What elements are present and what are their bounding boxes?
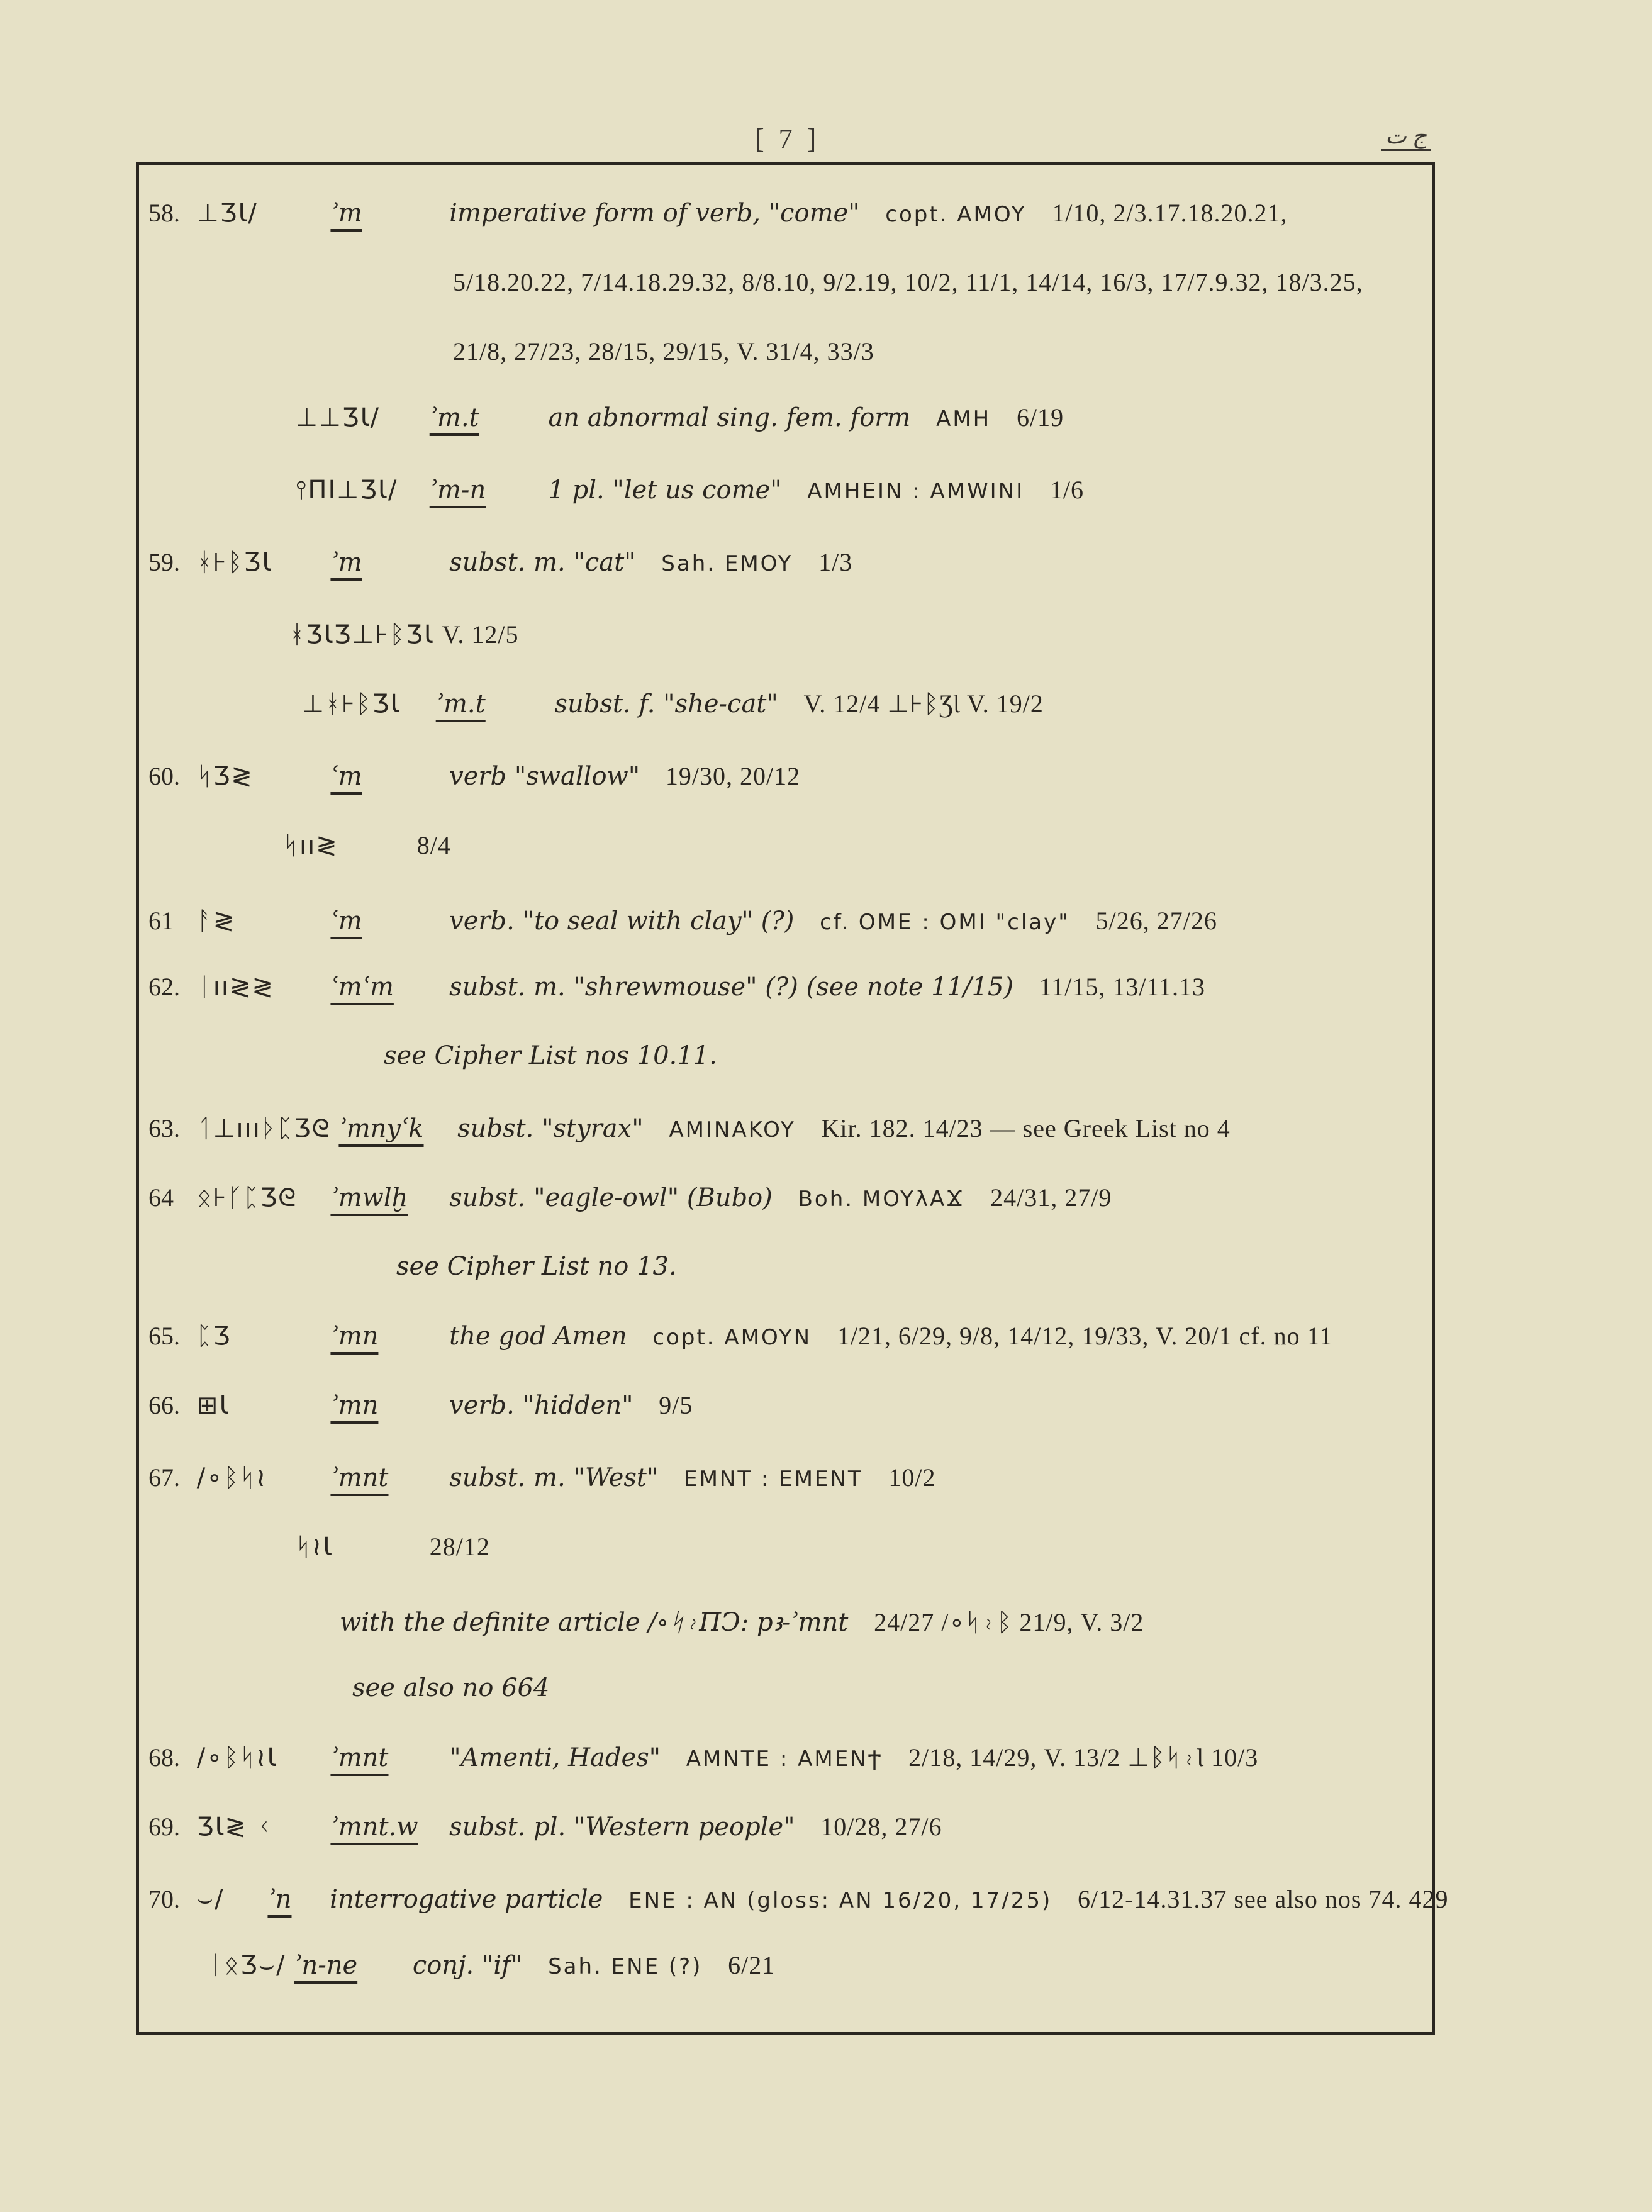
demotic-sign: ⊥ᚼ⊦ᛒƷƖ <box>302 690 401 718</box>
references: 1/6 <box>1049 476 1085 504</box>
description: imperative form of verb, "come" <box>449 199 860 228</box>
entry-line <box>148 1114 1231 1143</box>
description: subst. m. "West" <box>449 1463 659 1492</box>
entry-line <box>296 475 1084 505</box>
demotic-sign: ⌣/ <box>196 1885 225 1914</box>
description: with the definite article /∘ᛋ≀ΠϽ: pꜣ-ʾmnt <box>340 1608 849 1637</box>
coptic-equivalent: copt. AMOY <box>885 202 1027 227</box>
demotic-sign: ᚼƷƖƷ⊥⊦ᛒƷƖ <box>289 620 434 649</box>
entry-number: 66. <box>148 1391 180 1419</box>
demotic-sign: ᚨ≷ <box>196 907 236 936</box>
corner-mark: ج ت <box>1381 123 1431 151</box>
references: 8/4 <box>416 831 451 859</box>
description: subst. "styrax" <box>457 1114 644 1143</box>
references: 1/21, 6/29, 9/8, 14/12, 19/33, V. 20/1 cf. no 11 <box>837 1322 1333 1350</box>
transliteration: ʾmn <box>330 1391 379 1420</box>
demotic-sign: ᚼ⊦ᛒƷƖ <box>196 548 272 577</box>
demotic-sign: ᛋ≀Ɩ <box>296 1533 333 1561</box>
entry-line <box>396 1252 695 1281</box>
coptic-equivalent: AMHEIN : AMWINI <box>807 479 1025 504</box>
references: 9/5 <box>659 1391 693 1419</box>
references: 21/8, 27/23, 28/15, 29/15, V. 31/4, 33/3 <box>453 337 874 366</box>
description: conj. "if" <box>412 1951 523 1980</box>
transliteration: ʿm <box>330 907 362 936</box>
description: subst. "eagle-owl" (Bubo) <box>449 1183 773 1212</box>
entry-line <box>352 1673 567 1702</box>
references: V. 12/5 <box>442 620 519 649</box>
entry-line <box>148 1743 1258 1772</box>
transliteration: ʾn <box>267 1885 292 1914</box>
entry-number: 64 <box>148 1183 174 1212</box>
demotic-sign: ᛁᛟƷ⌣/ <box>208 1951 286 1980</box>
demotic-sign: ƷƖ≷ ᚲ <box>196 1813 273 1841</box>
description: subst. m. "shrewmouse" (?) (see note 11/15) <box>449 973 1013 1002</box>
entry-number: 62. <box>148 973 180 1001</box>
demotic-sign: ⊥⊥ƷƖ/ <box>296 403 380 432</box>
entry-line <box>148 761 800 791</box>
entry-line <box>148 547 852 577</box>
references: 24/31, 27/9 <box>990 1183 1112 1212</box>
transliteration: ʿmʿm <box>330 973 394 1002</box>
references: 28/12 <box>429 1533 490 1561</box>
description: see Cipher List no 13. <box>396 1252 677 1281</box>
entry-line <box>296 403 1064 432</box>
description: subst. pl. "Western people" <box>449 1813 795 1841</box>
entry-line <box>148 1884 1448 1914</box>
entry-number: 58. <box>148 199 180 227</box>
transliteration: ʾmnt <box>330 1743 389 1772</box>
demotic-sign: /∘ᛒᛋ≀ <box>196 1463 267 1492</box>
entry-number: 68. <box>148 1743 180 1772</box>
transliteration: ʾmnt.w <box>330 1813 418 1841</box>
entry-line <box>148 1183 1112 1212</box>
references: 1/3 <box>818 548 853 576</box>
entry-line <box>283 830 451 860</box>
demotic-sign: ᛐ⊥ıııᚦᛈƷᘓ <box>196 1114 331 1143</box>
references: 6/21 <box>728 1951 776 1979</box>
entry-line <box>453 337 874 366</box>
demotic-sign: ᛟ⊦ᚴᛈƷᘓ <box>196 1183 298 1212</box>
demotic-sign: ᛋıı≷ <box>283 831 338 860</box>
entry-line <box>208 1950 775 1980</box>
description: verb. "to seal with clay" (?) <box>449 907 795 936</box>
demotic-sign: ᛈƷ <box>196 1322 232 1351</box>
coptic-equivalent: Sah. EMOY <box>661 551 793 576</box>
transliteration: ʾmnt <box>330 1463 389 1492</box>
description: see also no 664 <box>352 1673 550 1702</box>
description: the god Amen <box>449 1322 627 1351</box>
entry-number: 65. <box>148 1322 180 1350</box>
demotic-sign: ᛋƷ≷ <box>196 762 254 791</box>
references: 5/26, 27/26 <box>1095 907 1217 935</box>
entry-line <box>148 1463 936 1492</box>
description: "Amenti, Hades" <box>449 1743 661 1772</box>
transliteration: ʾmnyʿk <box>338 1114 424 1143</box>
coptic-equivalent: EMNT : EMENT <box>684 1466 863 1492</box>
transliteration: ʾm.t <box>435 690 486 718</box>
transliteration: ʾm-n <box>429 476 486 505</box>
entry-number: 61 <box>148 907 174 935</box>
coptic-equivalent: cf. OME : OMI "clay" <box>820 910 1070 935</box>
entry-line <box>302 689 1044 718</box>
references: Kir. 182. 14/23 — see Greek List no 4 <box>821 1114 1231 1142</box>
entry-number: 60. <box>148 762 180 790</box>
transliteration: ʾmn <box>330 1322 379 1351</box>
coptic-equivalent: ENE : AN (gloss: AN 16/20, 17/25) <box>628 1888 1052 1913</box>
references: V. 12/4 ⊥⊦ᛒƷƖ V. 19/2 <box>803 690 1044 718</box>
references: 6/12-14.31.37 see also nos 74. 429 <box>1077 1885 1449 1913</box>
entry-line <box>148 1321 1332 1351</box>
description: verb "swallow" <box>449 762 640 791</box>
transliteration: ʾm <box>330 548 362 577</box>
entry-line <box>148 906 1217 936</box>
description: verb. "hidden" <box>449 1391 633 1420</box>
references: 11/15, 13/11.13 <box>1039 973 1205 1001</box>
transliteration: ʾn-ne <box>294 1951 358 1980</box>
coptic-equivalent: AMINAKOY <box>669 1117 796 1142</box>
transliteration: ʾm.t <box>429 403 479 432</box>
description: an abnormal sing. fem. form <box>548 403 911 432</box>
entry-line <box>148 972 1205 1002</box>
description: subst. f. "she-cat" <box>554 690 778 718</box>
description: subst. m. "cat" <box>449 548 636 577</box>
references: 19/30, 20/12 <box>665 762 801 790</box>
demotic-sign: /∘ᛒᛋ≀Ɩ <box>196 1743 277 1772</box>
description: interrogative particle <box>330 1885 603 1914</box>
entry-line <box>340 1607 1144 1637</box>
entry-line <box>148 1390 693 1420</box>
demotic-sign: ⫯ΠΙ⊥ƷƖ/ <box>296 476 398 505</box>
coptic-equivalent: Sah. ENE (?) <box>548 1954 703 1979</box>
entry-line <box>453 267 1363 297</box>
references: 6/19 <box>1016 403 1064 432</box>
entry-number: 63. <box>148 1114 180 1142</box>
entry-line <box>289 620 518 649</box>
description: see Cipher List nos 10.11. <box>384 1041 717 1070</box>
coptic-equivalent: AMH <box>936 406 991 432</box>
transliteration: ʿm <box>330 762 362 791</box>
references: 5/18.20.22, 7/14.18.29.32, 8/8.10, 9/2.19, 10/2, 11/1, 14/14, 16/3, 17/7.9.32, 18/3.25, <box>453 268 1363 296</box>
entry-number: 70. <box>148 1885 180 1913</box>
coptic-equivalent: AMNTE : AMENϮ <box>686 1746 883 1772</box>
coptic-equivalent: Boh. MOYλAϪ <box>798 1187 965 1212</box>
references: 10/2 <box>888 1463 936 1492</box>
entry-number: 59. <box>148 548 180 576</box>
entry-number: 67. <box>148 1463 180 1492</box>
entry-line <box>148 1812 942 1841</box>
page-number: [ 7 ] <box>755 123 820 154</box>
coptic-equivalent: copt. AMOYN <box>652 1325 812 1350</box>
entry-line <box>148 198 1288 228</box>
demotic-sign: ⊞Ɩ <box>196 1391 230 1420</box>
description: 1 pl. "let us come" <box>548 476 782 505</box>
references: 10/28, 27/6 <box>820 1813 942 1841</box>
entry-number: 69. <box>148 1813 180 1841</box>
transliteration: ʾmwlḫ <box>330 1183 408 1212</box>
entry-line <box>384 1041 735 1070</box>
references: 24/27 /∘ᛋ≀ᛒ 21/9, V. 3/2 <box>874 1608 1144 1636</box>
entry-line <box>296 1532 490 1561</box>
demotic-sign: ᛁıı≷≷ <box>196 973 274 1002</box>
references: 2/18, 14/29, V. 13/2 ⊥ᛒᛋ≀Ɩ 10/3 <box>908 1743 1259 1772</box>
transliteration: ʾm <box>330 199 362 228</box>
demotic-sign: ⊥ƷƖ/ <box>196 199 258 228</box>
references: 1/10, 2/3.17.18.20.21, <box>1052 199 1288 227</box>
